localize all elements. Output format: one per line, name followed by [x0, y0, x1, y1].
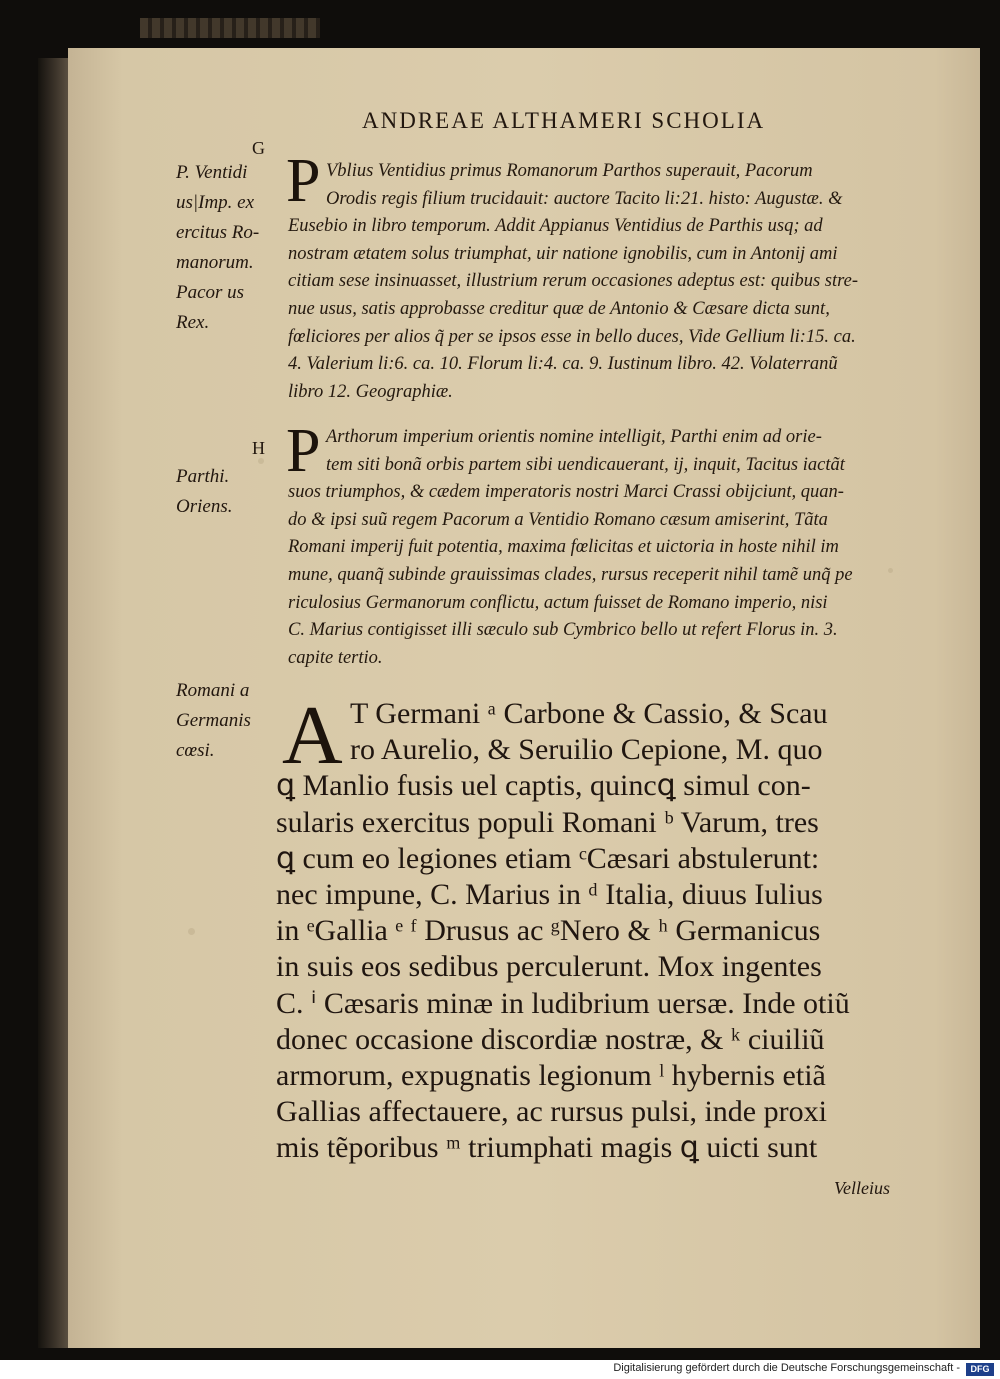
main-text-line: nec impune, C. Marius in ᵈ Italia, diuus Iulius [276, 878, 823, 912]
section-mark-h: H [252, 438, 265, 458]
book-spine-edge [38, 58, 68, 1348]
scholion-line: Romani imperij fuit potentia, maxima fœlicitas et uictoria in hoste nihil im [288, 537, 839, 558]
scholion-line: riculosius Germanorum conflictu, actum fuisset de Romano imperio, nisi [288, 592, 828, 613]
scholion-line: capite tertio. [288, 647, 383, 668]
margin-note-parthi: Parthi. Oriens. [176, 466, 233, 517]
scholion-line: libro 12. Geographiæ. [288, 381, 453, 402]
scholion-line: suos triumphos, & cædem imperatoris nostri Marci Crassi obijciunt, quan- [288, 482, 844, 503]
initial-letter-p1: P [286, 147, 321, 215]
scholion-line: 4. Valerium li:6. ca. 10. Florum li:4. ca. 9. Iustinum libro. 42. Volaterranũ [288, 354, 838, 375]
main-text-line: C. ⁱ Cæsaris minæ in ludibrium uersæ. Inde otiũ [276, 986, 850, 1020]
main-text-line: armorum, expugnatis legionum ˡ hybernis etiã [276, 1059, 826, 1093]
scholion-parthi [288, 424, 928, 672]
main-text-line: sularis exercitus populi Romani ᵇ Varum, tres [276, 805, 819, 839]
main-text-line: Gallias affectauere, ac rursus pulsi, inde proxi [276, 1095, 827, 1129]
main-text-line: donec occasione discordiæ nostræ, & ᵏ ciuiliũ [276, 1022, 825, 1056]
scholion-line: nostram ætatem solus triumphat, uir natione ignobilis, cum in Antonij ami [288, 243, 838, 264]
margin-note-romani: Romani a Germanis cœsi. [176, 680, 251, 761]
main-text-line: ro Aurelio, & Seruilio Cepione, M. quo [350, 733, 823, 767]
section-mark-g: G [252, 138, 265, 158]
dfg-logo[interactable]: DFG [966, 1363, 994, 1376]
initial-letter-p2: P [286, 417, 321, 485]
scholion-line: Vblius Ventidius primus Romanorum Parthos superauit, Pacorum [326, 161, 813, 181]
margin-note-ventidius: P. Ventidi us|Imp. ex ercitus Ro- manorum. Pacor us Rex. [176, 162, 260, 333]
scholion-line: mune, quanq̃ subinde grauissimas clades, rursus receperit nihil tamẽ unq̃ pe [288, 564, 853, 585]
main-text-line: in ᵉGallia ᵉ ᶠ Drusus ac ᵍNero & ʰ Germanicus [276, 914, 821, 948]
scholion-line: citiam sese insinuasset, illustrium rerum occasiones adeptus est: quibus stre- [288, 271, 859, 292]
scholion-ventidius [288, 158, 928, 406]
scholion-line: Eusebio in libro temporum. Addit Appianus Ventidius de Parthis usq; ad [288, 216, 823, 237]
scholion-line: nue usus, satis approbasse creditur quæ de Antonio & Cæsare dicta sunt, [288, 298, 830, 319]
catchword: Velleius [834, 1178, 890, 1198]
initial-letter-a: A [282, 689, 343, 782]
main-text [276, 689, 926, 1167]
book-top-edge [140, 18, 320, 38]
main-text-line: mis tẽporibus ᵐ triumphati magis ꝗ uicti sunt [276, 1131, 818, 1165]
footer-bar [0, 1360, 1000, 1379]
scholion-line: Orodis regis filium trucidauit: auctore Tacito li:21. histo: Augustæ. & [326, 188, 843, 209]
scholion-line: fœliciores per alios q̃ per se ipsos esse in bello duces, Vide Gellium li:15. ca. [288, 326, 856, 347]
scholion-line: tem siti bonã orbis partem sibi uendicauerant, ij, inquit, Tacitus iactãt [326, 454, 845, 475]
main-text-line: in suis eos sedibus perculerunt. Mox ingentes [276, 950, 822, 984]
footer-credit: Digitalisierung gefördert durch die Deutsche Forschungsgemeinschaft - [613, 1362, 960, 1374]
scholion-line: Arthorum imperium orientis nomine intelligit, Parthi enim ad orie- [326, 427, 822, 447]
scholion-line: do & ipsi suũ regem Pacorum a Ventidio Romano cæsum amiserint, Tãta [288, 509, 828, 530]
running-head: ANDREAE ALTHAMERI SCHOLIA [362, 108, 766, 133]
main-text-line: ꝗ cum eo legiones etiam ᶜCæsari abstulerunt: [276, 841, 820, 875]
main-text-line: T Germani ᵃ Carbone & Cassio, & Scau [350, 697, 828, 730]
scholion-line: C. Marius contigisset illi sæculo sub Cymbrico bello ut refert Florus in. 3. [288, 620, 838, 641]
main-text-line: ꝗ Manlio fusis uel captis, quincꝗ simul con- [276, 769, 811, 803]
